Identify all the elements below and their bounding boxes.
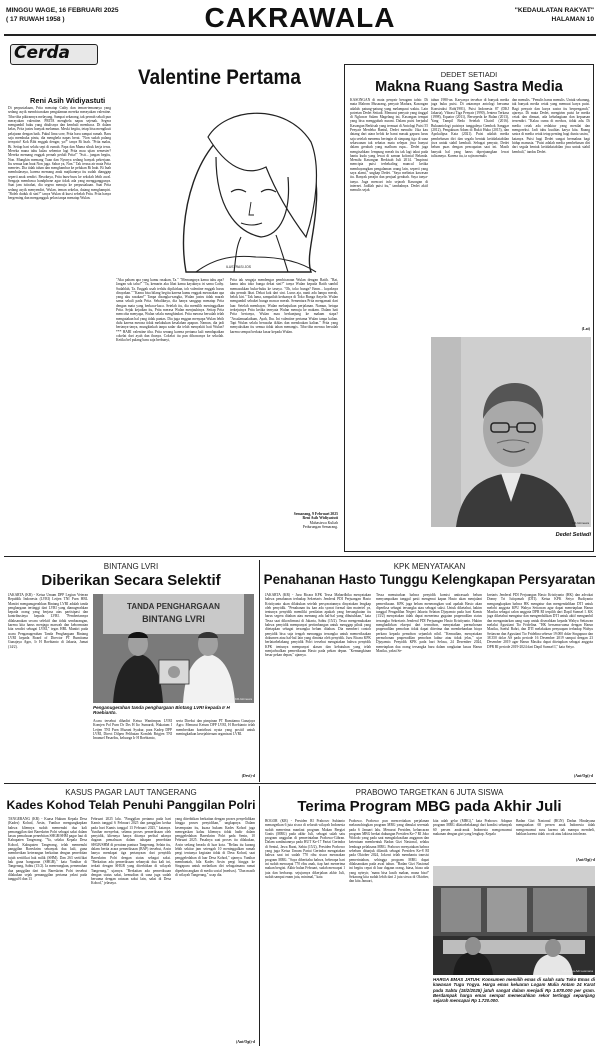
cerpen-end-note-1: Mahasiswa Kuliah (309, 520, 338, 525)
lvri-title: Diberikan Secara Selektif (41, 572, 221, 589)
kades-column-1: TANGERANG (KR) - Kuasa Hukum Kepala Desa (Kades) Kohod, Arsin, Yunihar mengungkapkan bahwa kliennya sudah memenuhi dua kali pemanggilan dari Bareskrim Polri sebagai saksi dalam kasus pemalsuan penerbitan SHGB/SHM pagar laut di Kabupaten Tangerang. "Ya, selaku Kepala Desa Kohod, Kabupaten Tangerang, telah memenuhi panggilan Bareskrim sebanyak dua kali, guna memberikan keterangan berkaitan dengan penerbitan tujuh sertifikat hak milik (SHM). Dan 263 sertifikat hak guna bangunan (SHGB)," kata Yunihar di Tangerang, Sabtu (15/2). Ia menerangkan, pemenuhan dua panggilan dari tim Bareskrim Polri tersebut dilakukan sejak pemanggilan pertama yakni pada tanggal 6 dan 13 (8, 817, 87, 882)
cerpen-author: Reni Asih Widiyastuti (30, 96, 106, 105)
man-portrait-icon (431, 337, 591, 527)
cerpen-column-3: Prita tak sengaja mendengar pembicaraan Wulan dengan Ratih. "Rat, kamu tahu toko bunga dekat sini?" tanya Wulan kepada Ratih sambil memasukkan buku-buku ke tasnya. "Oh, toko bunga? Emm... kayaknya aku pernah lihat. Dekat kok dari sini. Lurus aja, nanti ada lampu merah, belok kiri." Tak lama, sampailah keduanya di Toko Bunga Anyelir. Wulan mengambil sebuket bunga mawar merah. Sementara Prita mengamati dari luar. Setelah membayar, Wulan melanjutkan perjalanan. Namun, betapa terkejutnya Prita ketika ternyata Wulan menuju ke makam. Dalam hati Prita bertanya, Wulan mau berkunjung ke makam siapa? "Assalamualaikum, Ayah, Ibu. Ini valentine pertama Wulan tanpa kalian. Tapi Wulan selalu berusaha ikhlas dan mendoakan kalian." Prita yang menyaksikan itu semua tidak tahan menangis. Tiba-tiba merasa bersalah karena sempat berkata kasar kepada Wulan. (230, 278, 338, 334)
sastra-end-code: (Lat) (581, 327, 590, 331)
cerpen-illustration-credit: ILUSTRASI JOS (226, 265, 252, 269)
lvri-kicker: BINTANG LVRI (103, 562, 159, 571)
divider-kades-mbg (259, 786, 260, 1046)
kpk-column-2: Tessa menuturkan bahwa penyidik komisi antirasuah belum menyampaikan tanggal pasti mengenai kapan Hasto akan menjalani pemeriksaan. KPK juga belum menerangkan soal apakah Hasto akan diperiksa sebagai tersangka atau sebagai saksi. Untuk diketahui, hakim tunggal Pengadilan Negeri Jakarta Selatan Djuyamto pada hari Kamis (13/2) menyatakan tidak dapat menerima gugatan praperadilan status tersangka Sekretaris Jenderal PDI Perjuangan Hasto Kristiyanto. Hakim menghadirkan eksepsi dari termohon, menyatakan permohonan praperadilan pemohon tidak dapat diterima dan membebankan biaya perkara kepada pemohon sejumlah nihil. "Kemudian, menyatakan permohonan praperadilan pemohon kabur atau tidak jelas," ujar Djuyamto. Penyidik KPK pada hari Selasa, 24 Desember 2024, menetapkan dua orang tersangka baru dalam rangkaian kasus Harun Masiku, yakni Se- (376, 593, 482, 653)
cerpen-column-1: Di perpustakaan, Prita menatap Cathy dan teman-temannya yang sedang asyik membicarakan pengalaman mereka merayakan valentine. Tiba-tiba pikirannya melayang. Sampai sekarang, tak pernah sekali pun merayakan valentine. PRITA menghela napas sejenak. Segera mengambil buku yang ditulisnya dan kembali membaca. Di dalam kelas, Prita justru banyak melamun. Meski begitu, tetap bisa mengikuti pelajaran dengan baik. Pukul lima sore, Prita baru sampai rumah. Baru saja membuka pintu, dia menghela napas berat. "Non sudah pulang ternyata? Kok Bibi enggak dengar, ya?" tanya Bi Inah. "Prita malas, Bi. Setiap hari selalu sepi di rumah. Papa dan Mama sibuk kerja terus. Mereka mana tahu kalau sebentar lagi Prita mau ujian semester? Mereka memang enggak pernah peduli Prita!" "Sstt... jangan begitu, Non. Mungkin memang Tuan dan Nyonya sedang banyak pekerjaan. Itu semua kan buat Non juga. Sabar ya, Non." Tak terasa air mata Prita menetes. Dia tidak tahan dan menghambur ke pelukan Bi Inah. Bi Inah membalasnya, karena memang anak majikannya itu sudah dianggap seperti anak sendiri. Besoknya, Prita buru-buru ke sekolah lebih awal. Sengaja membawa handphone agar tidak ada yang mengganggunya. Saat jam istirahat, dia segera menuju ke perpustakaan. Saat Prita sedang asyik menyendiri, Wulan, teman sekelas, datang menghampiri. "Boleh duduk di sini?" tanya Wulan di kursi sebelah Prita. Prita hanya bergeming dan mengangguk pelan tanpa menatap Wulan. (8, 106, 111, 201)
divider-lvri-kpk (259, 560, 260, 782)
masthead-page: HALAMAN 10 (551, 16, 594, 23)
kades-end-code: (Ant/Ogi)-d (236, 1040, 255, 1044)
mbg-title: Terima Program MBG pada Akhir Juli (297, 798, 562, 815)
kpk-kicker: KPK MENYATAKAN (393, 562, 466, 571)
sastra-photo-credit: KR-Istimewa (571, 521, 589, 525)
lvri-column-3: serta Direksi dan pimpinan PT Bumitama Gunajaya Agro. Menurut Ketum DPP LVRI, H Roebianto telah memberikan kontribusi nyata yang positif untuk meningkatkan kesejahteraan organisasi LVRI. (176, 719, 255, 736)
mbg-photo (433, 866, 595, 975)
mbg-column-3: kita udah gelar (MBG)," kata Prabowo. Adapun program MBG dilatarbelakangi dari kondisi sebanyak 60 persen anak-anak Indonesia mengonsumsi makanan dengan gizi yang lengkap. Kepala (433, 819, 512, 836)
cerpen-badge-label: Cerda (14, 43, 71, 63)
masthead-edition: ( 17 RUWAH 1958 ) (6, 16, 65, 23)
mbg-photo-credit: KR-Surya Adi Lesmana (561, 969, 593, 973)
sastra-photo (431, 337, 591, 527)
kades-column-3: yang diterbitkan berkaitan dengan proses penyelidikan hingga proses penyidikan," ungkapnya. Dalam kesempatan itu, kuasa hukum Kades Kohod juga menegaskan kalau kliennya tidak hadir dalam penggeledahan Bareskrim Polri pada Senin, 10 Februari 2025. Pasalnya saat proses itu dilakukan, Arsin sedang berada di luar kota. "Beliau itu kurang lebih sekitar jam setengah 10 meninggalkan rumah pergi tentunya kegiatan tidak di Desa Kohod, saat penggeledahan di luar Desa Kohod," ujarnya. Yunihar membantah, bila Kades Arsin pergi hingga ke Singapura untuk melarikan diri sebagaimana ramai diperbincangkan di media sosial (medsos). "Dan masih di wilayah Tangerang," ucap dia. (175, 817, 255, 877)
cerpen-illustration (116, 97, 339, 275)
lvri-column-2: Acara tersebut dihadiri Ketua Wantimpus LVRI Komjen Pol Purn Dr Drs H Ito Sumardi, Wakatum I Letjen TNI Purn Muzani Syukur, para Kadep DPP LVRI, Direct Dilpen Pelibatan Komlek Brigjen TNI Imanuel Pasaribu, keluarga Ir H Roebianto, (93, 719, 172, 741)
sastra-column-2: tahun 1980-an. Karyanya tersebar di banyak media juga buku puisi. Di antaranya antologi bersama Konstruksi Roh(1981), Puisi Indonesia 87 (DKJ Jakarta), Vibrasi Tiga Penyair (1990), Jentera Terkasa (1998), Equator (2011), Bersepeda ke Bulan (2013), Yang Tampil Beda Setelah Chairil (2016). Bukuantologi puisinya tunggalnya Gembok Sanggar (2012), Pengakuan Adam di Bukit Huka (2015), dan Apokalipsa Kata (2021). Puisi adalah media pembebasan diri dan segala bentuk ketidakstabilan jiwa untuk stabil kembali. Sebagai penyair, Dedet belum puas dengan pencapaian saat ini. Masih banyak hal yang harus diperjuangkan lewat tulisannya. Karena itu, ia rajin menulis (431, 98, 509, 158)
mbg-column-1: BOGOR (KR) - Presiden RI Prabowo Subianto menargetkan 6 juta siswa di seluruh wilayah Indonesia sudah menerima manfaat program Makan Bergizi Gratis (MBG) pada akhir Juli, sebagai salah satu program unggulan di pemerintahan Prabowo-Gibran. Dalam sambutannya pada HUT Ke-17 Partai Gerindra di Sentul, Jawa Barat, Sabtu (15/2), Presiden Prabowo yang juga Ketua Umum Partai Gerindra mengatakan bahwa saat ini sudah 770 ribu siswa merasakan program MBG. "Saya diberitahu bahwa, beberapa hari ini sudah mencapai 770 ribu anak, tiap hari menerima makan bergizi. Akhir bulan Februari, sudah mencapai 1 juta dan berharap. sejujurnya dikerjakan akhir Juli, sudah sampai enam juta, minimal," kata (265, 819, 345, 879)
lvri-banner-line-2: BINTANG LVRI (142, 614, 205, 624)
gold-shop-icon (433, 866, 595, 975)
kpk-column-1: JAKARTA (KR) - Juru Bicara KPK Tessa Mahardhika menyatakan bahwa penahanan terhadap Sekretaris Jenderal PDI Perjuangan Hasto Kristiyanto akan dilakukan setelah persyaratannya dinyatakan lengkap oleh penyidik. "Penahanan itu kan ada syarat formal dan materiel ya, tentunya penyidik memiliki penilaian apakah yang bersangkutan itu harus segera ditahan atau memang ada hal-hal yang dibutuhkan," kata Tessa saat dikonfirmasi di Jakarta, Sabtu (15/2). Tessa mengemukakan bahwa penyidik mempunyai pertimbangan untuk menggap pihak yang ditetapkan sebagai tersangka belum ditahan. Dia memberi contoh penyidik bisa saja tengah menunggu tersangka untuk memeriksakan dokumen atau hal-hal lain yang diminta oleh penyidik. Juru Bicara KPK berlatarbelakang penyidik Polri tersebut mengatakan bahwa penyidik KPK tentunya mempunyai alasan dan kebutuhan yang telah menjadwalkan pemeriksaan Hasto pada pekan depan. "Kemungkinan besar pekan depan," ujarnya. (265, 593, 371, 658)
mbg-kicker: PRABOWO TARGETKAN 6 JUTA SISWA (355, 788, 504, 797)
mbg-caption: HARGA EMAS JATUH: Konsumen memilih emas di salah satu Toko Emas di kawasan Tugu Yogya. Harga emas keluaran Logam Mulia Antam 24 Karat pada Sabtu (15/2/2025) jatuh sangat dalam menjadi Rp 1.678.000 per gram. Berdampak harga emas sempat memecahkan rekor tertinggi sepanjang sejarah mencapai Rp 1.720.000. (433, 977, 595, 1004)
mbg-end-code: (Ant/Ogi)-d (576, 858, 595, 862)
kpk-column-3: kretaris Jenderal PDI Perjuangan Hasto Kristiyanto (HK) dan advokat Donny Tri Istiqomah (DTI). Ketua KPK Setyo Budiyanto mengungkapkan bahwa HK mengatur dan mengendalikan DTI untuk melobi anggota KPU Wahyu Setiawan agar dapat menetapkan Harun Masiku sebagai calon anggota DPR RI terpilih dari Dapil Sumsel I. KK juga diketahui mengatur dan mengendalikan DTI untuk aktif mengambil dan mengantarkan uang suap untuk diserahkan kepada Wahyu Setiawan melalui Agustiani Tio Fridelina. "HK bersama-sama dengan Harun Masiku, Saeful Bahri, dan DTI melakukan penyuapan terhadap Wahyu Setiawan dan Agustiani Tio Fridelina sebesar 19.000 dolar Singapura dan 38.350 dolar AS pada periode 16 Desember 2019 sampai dengan 23 Desember 2019 agar Harun Masiku dapat ditetapkan sebagai anggota DPR RI periode 2019-2024 dari Dapil Sumsel I," kata Setyo. (487, 593, 593, 649)
cerpen-column-2: "Aku paham apa yang kamu rasakan, Ta." "Memangnya kamu tahu apa? Jangan sok tahu!" "Ta, kemarin aku lihat kamu kayaknya iri sama Cathy. Sudahlah, Ta. Enggak usah terlalu dipikirkan, toh valentine enggak harus dirayakan." "Kamu bisa bilang begitu karena kamu enggak merasakan apa yang aku rasakan!" Tanpa disangka-sangka, Wulan justru tidak marah sama sekali pada Prita. Sebaliknya, dia hanya sanggup menatap Prita dengan mata yang berkaca-kaca. Setelah itu, dia memilih meninggalkan Prita. Sejak kejadian itu, Prita merasa Wulan menjauhinya. Setiap Prita mencoba menyapa, Wulan selalu menghindari. Prita merasa bersalah telah mengatakan hal yang tidak pantas. Dia juga enggan menyapa Wulan lebih dulu karena merasa tidak melakukan kesalahan apapun. Namun, dia jadi bertanya-tanya, mungkinkah tanpa sadar dia telah menyakiti hati Wulan? *** HARI valentine tiba. Prita senang karena pertama kali mendapatkan cokelat dari ayah dan ibunya. Cokelat itu pun dibawanya ke sekolah. Ketika bel pulang baru saja berbunyi, (116, 278, 224, 343)
cerpen-end-note-2: Pedurungan Semarang. (302, 525, 338, 530)
sastra-column-1: KASONGAN di mata penyair beragam tafsir. Di mata Malrom Musarang, penyair Madura, Kasongan adalah: patung-patung yang melampaui waktu. Lain potretan Dedet Setiadi. Menurut penyair yang tinggal di Ngluwar Salam Magelang ini, Kasongan tempat yang bisa menggubah nurani. Dalam puisi berjudul Kasongan Berkisah yang termuat di Antologi Puisi 55 Penyair Merdeka Bantul, Dedet menulis: Jika kau datang dari utara belok ke barat masuk gapura lurus saja setelah menemu beringin di simpang tiga di sana sekawanan tak sebatas mata selepas jiwa hanyut dalam gerabah yang mafhum rupa... Dedet juga mengisahkan: lempung merah itu tak lagi takut pada hantu kuda yang lewat di zaman kolonial Belanda. Memilu Kasongan Berkisah Juli 2014. "Inspirasi mencipta puisi terbekaling muncul ketika membayangkan pengalaman orang lain, seperti yang saya alami," ungkap Dedet. "Saya melintas kawasan itu. Banyak perajin dan penjual gerabah. Saya tanya-tanya. Juga mencari info sejarah Kasongan di internet. Jadilah puisi itu," tambahnya. Dedet aktif menulis sejak (350, 98, 428, 193)
masthead-rule (4, 34, 596, 36)
cerpen-title: Valentine Pertama (138, 66, 301, 89)
lvri-banner-line-1: TANDA PENGHARGAAN (127, 602, 220, 611)
kades-title: Kades Kohod Telah Penuhi Panggilan Polri (6, 798, 256, 812)
sastra-title: Makna Ruang Sastra Media (375, 79, 563, 95)
kades-kicker: KASUS PAGAR LAUT TANGERANG (65, 788, 197, 797)
sastra-kicker: DEDET SETIADI (440, 70, 498, 79)
lvri-photo (93, 594, 254, 703)
lvri-caption: Penganugerahan tanda penghargaan Bintang LVRI kepada Ir H Roebianto. (93, 705, 230, 716)
mbg-column-2: Prabowo. Prabowo pun menceritakan perjalanan melaunchingkan program MBG yang dimulai serentak pada 6 Januari lalu. Menurut Presiden, kelancaran program MBG berkat dukungan Presiden Ke-7 RI Joko Widodo yang pada saat mengalokasikan anggaran dan ketentuan membentuk Badan Gizi Nasional, selaku lembaga pelaksana MBG. Prabowo menyatakan bahwa sebelum ditunjuk dilantik sebagai Presiden Ke-8 RI pada Oktober 2024, Jokowi telah membantu transisi pemerintahan, sehingga program MBG dapat dilaksanakan pada awal tahun. "Badan Gizi Nasional ini begitu cepat di luar dugaan orang, biasa, biasa ada yang nyinyir, 'mana bisa kasih makan, mana bisa?' Sekarang kita sudah lebih dari 2 juta siswa di Oktober, dan kita Januari, (349, 819, 429, 884)
masthead-motto: "KEDAULATAN RAKYAT" (514, 7, 594, 14)
lvri-body: JAKARTA (KR) - Ketua Umum DPP Legiun Veteran Republik Indonesia (LVRI) Letjen TNI Purn HBL Mantiri menganugerahkan Bintang LVRI adalah tanda penghargaan tertinggi dari LVRI yang dianugerahkan kepada orang yang berjasa atas partisipasi dan kontribusinya kepada LVRI. "Pemberiannya dilaksanakan secara selektif dan tidak sembarangan, karena kita harus menjaga marwah dan kehormatan kita sendiri sebagai LVRI," tegas HBL Mantiri pada acara Penganugerahan Tanda Penghargaan Bintang LVRI kepada Board of Director PT Bumitama Gunajaya Agro, Ir H Roebianto di Jakarta, Jumat (14/2). (8, 593, 88, 649)
masthead-date: MINGGU WAGE, 16 FEBRUARI 2025 (6, 7, 119, 14)
cerpen-end-place: Semarang, 9 Februari 2025 (293, 512, 338, 516)
mbg-column-4: Badan Gizi Nasional (BGN) Dadan Hindayana mengatakan 60 persen anak Indonesia tidak mengonsumsi susu karena tak mampu membeli, bahkan karena tidak cocok atau laktosa intoleran. (516, 819, 595, 836)
lvri-end-code: (Devi)-d (241, 774, 255, 778)
kpk-title: Penahanan Hasto Tunggu Kelengkapan Persyaratan (263, 572, 596, 587)
lvri-photo-credit: KR-Istimewa (234, 697, 252, 701)
divider-story-news (4, 556, 596, 557)
kades-column-2: Februari 2025 lalu. "Panggilan pertama pada hari Kamis tanggal 6 Februari 2025 dan panggilan kedua pada hari Kamis tanggal 13 Februari 2025," katanya. Yunihar menyebut, selama proses pemeriksaan oleh penyidik, kliennya hanya ditanya perihal adanya dugaan pemalsuan dalam tahapan penerbitan SHGB/SHM di perairan pantura Tangerang. Selain itu, dalam berita acara pemeriksaan (BAP) tersebut, Arsin hanya mendapat tiga pertanyaan dari penyidik Bareskrim Polri dengan status sebagai saksi. "Berkaitan ada pemeriksaan sebanyak dua kali ini, terkait dengan SHGB yang diterbitkan di wilayah Tangerang," ujarnya. "Berkaitan ada pemeriksaan dengan status saksi, kemudian di sana juga sudah bersama dengan ratusan saksi lain, saksi di Desa Kohod," jelasnya. (91, 817, 171, 886)
cerpen-end-author: Reni Asih Widiyastuti (302, 516, 338, 521)
sastra-column-3: dan menulis. "Penulis harus menulis. Untuk sekarang, tak banyak media cetak yang memuat karya puisi. Bagi penyair dan karya sastra itu berpengaruh," ujarnya. Di mata Dedet, mengirim puisi ke media cetak dan dimuat, ada kebahagiaan dan kepuasan tersendiri. "Kalau cuma di medsos, tidak ada. Di media cetak ada redaktur yang menilai dan mengoreksi. Jadi tahu kualitas karya kita. Ruang sastra di media cetak tetap penting bagi dunia sastra," katanya. Puisi bagi Dedet sangat bermakna bagi hidup manusia. "Puisi adalah media pembebasan diri dari segala bentuk ketidakstabilan jiwa untuk stabil kembali," tandas Dedet. (512, 98, 590, 154)
cerpen-end (230, 512, 338, 530)
sastra-caption: Dedet Setiadi (555, 532, 591, 538)
kpk-end-code: (Ant/Ogi)-d (574, 774, 593, 778)
girl-illustration-icon (116, 97, 339, 275)
masthead-title: CAKRAWALA (204, 2, 396, 33)
divider-news-bottom (4, 783, 596, 784)
